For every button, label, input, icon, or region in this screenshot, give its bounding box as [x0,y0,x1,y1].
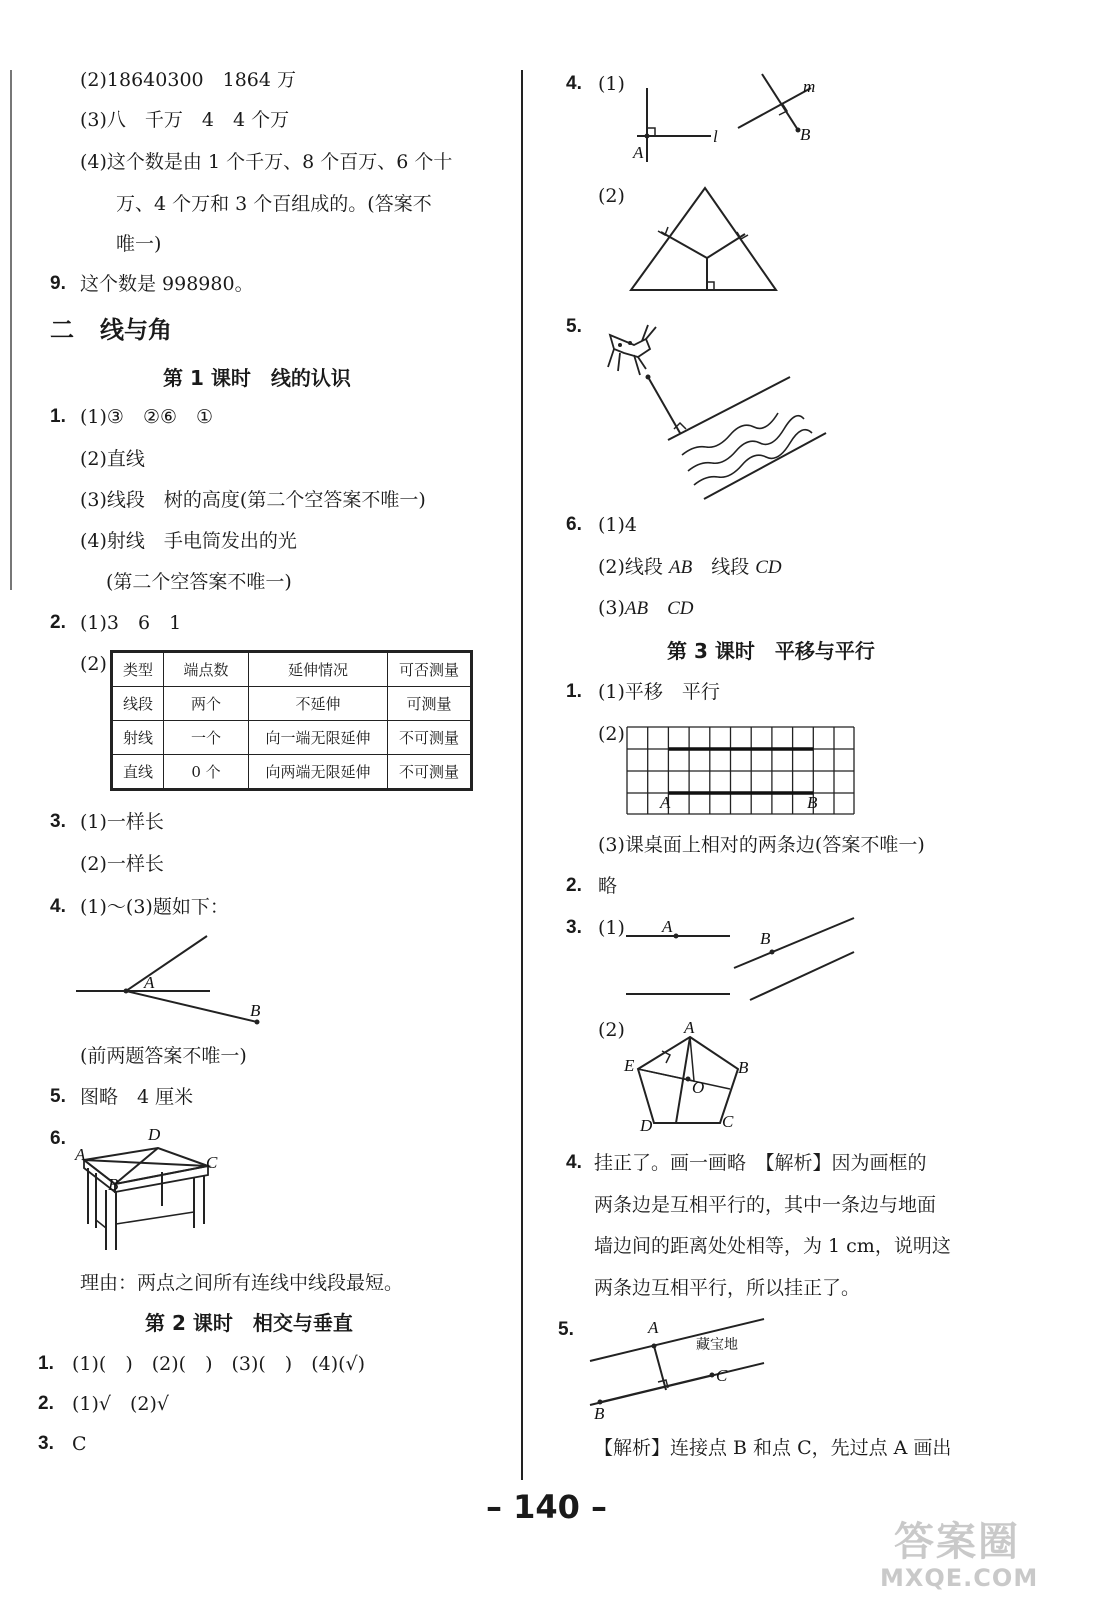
table-cell: 两个 [164,687,249,721]
answer-line: (3)八 千万 4 4 个万 [80,109,290,131]
answer-line: 两条边是互相平行的，其中一条边与地面 [594,1194,937,1216]
answer-line: (1)3 6 1 [80,612,182,634]
answer-line: 墙边间的距离处处相等，为 1 cm，说明这 [594,1235,951,1257]
table-cell: 向一端无限延伸 [249,721,388,755]
column-divider [521,70,523,1480]
line-types-table [110,650,473,791]
question-number: 6. [566,514,582,535]
section-number: 二 [50,316,74,344]
answer-line: (2)一样长 [80,853,164,875]
watermark-text: 答案圈 [894,1519,1020,1565]
point-label: A [660,793,671,812]
lesson-title: 第 1 课时 线的认识 [163,366,351,390]
question-number: 5. [558,1319,574,1340]
point-label: A [144,973,155,992]
answer-line: C [72,1433,87,1455]
table-cell: 不可测量 [388,755,472,790]
watermark-text: MXQE.COM [880,1564,1039,1592]
answer-line: 略 [598,875,618,897]
answer-line: 理由：两点之间所有连线中线段最短。 [80,1272,404,1294]
answer-line: 【解析】连接点 B 和点 C，先过点 A 画出 [594,1437,952,1459]
answer-text: (2)线段 [598,556,669,578]
answer-line: (2)18640300 1864 万 [80,69,297,91]
answer-line: (1)～(3)题如下： [80,896,229,918]
point-label: B [800,125,811,144]
answer-line: (2) [598,185,625,207]
answer-line: (前两题答案不唯一) [80,1045,247,1067]
point-label: B [108,1175,119,1194]
question-number: 4. [566,1152,582,1173]
question-number: 4. [566,73,582,94]
answer-line: 这个数是 998980。 [80,273,254,295]
answer-text: 线段 [692,556,756,578]
answer-line: (1) [598,917,625,939]
answer-line: (1)③ ②⑥ ① [80,406,214,428]
table-cell: 0 个 [164,755,249,790]
answer-line: (4)射线 手电筒发出的光 [80,530,297,552]
table-cell: 一个 [164,721,249,755]
point-label: D [148,1125,161,1144]
table-header-cell: 类型 [112,652,164,687]
answer-line [598,555,782,580]
question-number: 1. [38,1353,54,1374]
question-number: 2. [566,875,582,896]
question-number: 2. [38,1393,54,1414]
question-number: 9. [50,273,66,294]
answer-line: (第二个空答案不唯一) [106,571,292,593]
table-cell: 直线 [112,755,164,790]
table-row [112,721,472,755]
point-label: A [662,917,673,936]
point-label: B [250,1001,261,1020]
question-number: 6. [50,1128,66,1149]
answer-line: (2) [80,653,107,675]
table-cell: 线段 [112,687,164,721]
point-label: B [594,1404,605,1423]
deer-river-diagram [590,305,830,505]
answer-line: 挂正了。画一画略 【解析】因为画框的 [594,1152,927,1174]
ray-diagram [70,930,290,1030]
question-number: 1. [566,681,582,702]
answer-text: (3) [598,597,625,619]
answer-line: 图略 4 厘米 [80,1086,194,1108]
answer-line: (1)平移 平行 [598,681,720,703]
point-label: B [760,929,771,948]
answer-line: (1)一样长 [80,811,164,833]
question-number: 5. [566,316,582,337]
segment-name: CD [755,557,782,578]
answer-line: (1) [598,73,625,95]
answer-line: (1)( ) (2)( ) (3)( ) (4)(√) [72,1353,366,1375]
perpendicular-diagram [625,70,835,165]
answer-line: (1)√ (2)√ [72,1393,170,1415]
table-header-row [112,652,472,687]
table-cell: 不可测量 [388,721,472,755]
table-cell: 不延伸 [249,687,388,721]
answer-line: (2) [598,1019,625,1041]
section-title: 线与角 [100,316,172,344]
pentagon-diagram [618,1015,758,1135]
point-label: D [640,1116,653,1135]
watermark-logo [880,1520,1090,1600]
table-header-cell: 可否测量 [388,652,472,687]
answer-line: (3)课桌面上相对的两条边(答案不唯一) [598,834,925,856]
table-cell: 向两端无限延伸 [249,755,388,790]
grid-diagram [626,726,856,816]
answer-line: (1)4 [598,514,638,536]
point-label: C [722,1112,734,1131]
answer-line: (2)直线 [80,448,145,470]
answer-line: 万、4 个万和 3 个百组成的。(答案不 [116,193,432,215]
question-number: 5. [50,1086,66,1107]
triangle-diagram [625,180,785,295]
parallel-lines-diagram [620,910,860,1005]
table-row [112,755,472,790]
table-row [112,687,472,721]
table-diagram [70,1120,240,1255]
point-label: A [633,143,644,162]
segment-name: AB CD [624,598,694,619]
question-number: 3. [566,917,582,938]
deer-icon [608,325,656,375]
point-label: O [692,1078,705,1097]
margin-line [10,70,12,590]
table-header-cell: 延伸情况 [249,652,388,687]
answer-line: (2) [598,723,625,745]
question-number: 3. [38,1433,54,1454]
treasure-label: 藏宝地 [696,1337,738,1353]
answer-line: (4)这个数是由 1 个千万、8 个百万、6 个十 [80,151,453,173]
page-number: – 140 – [485,1488,608,1526]
lesson-title: 第 2 课时 相交与垂直 [145,1311,353,1335]
point-label: E [624,1056,635,1075]
line-label: m [803,77,816,96]
point-label: A [648,1318,659,1337]
answer-line: 唯一) [116,233,162,255]
answer-line: (3)线段 树的高度(第二个空答案不唯一) [80,489,426,511]
question-number: 3. [50,811,66,832]
segment-name: AB [668,557,693,578]
answer-line: 两条边互相平行，所以挂正了。 [594,1277,861,1299]
table-cell: 射线 [112,721,164,755]
lesson-title: 第 3 课时 平移与平行 [667,639,875,663]
question-number: 2. [50,612,66,633]
answer-line [598,596,694,621]
point-label: B [738,1058,749,1077]
point-label: B [807,793,818,812]
point-label: C [716,1366,728,1385]
table-cell: 可测量 [388,687,472,721]
point-label: A [684,1018,695,1037]
treasure-diagram [586,1305,786,1425]
point-label: A [75,1145,86,1164]
table-header-cell: 端点数 [164,652,249,687]
question-number: 1. [50,406,66,427]
question-number: 4. [50,896,66,917]
line-label: l [713,127,718,146]
point-label: C [206,1153,218,1172]
